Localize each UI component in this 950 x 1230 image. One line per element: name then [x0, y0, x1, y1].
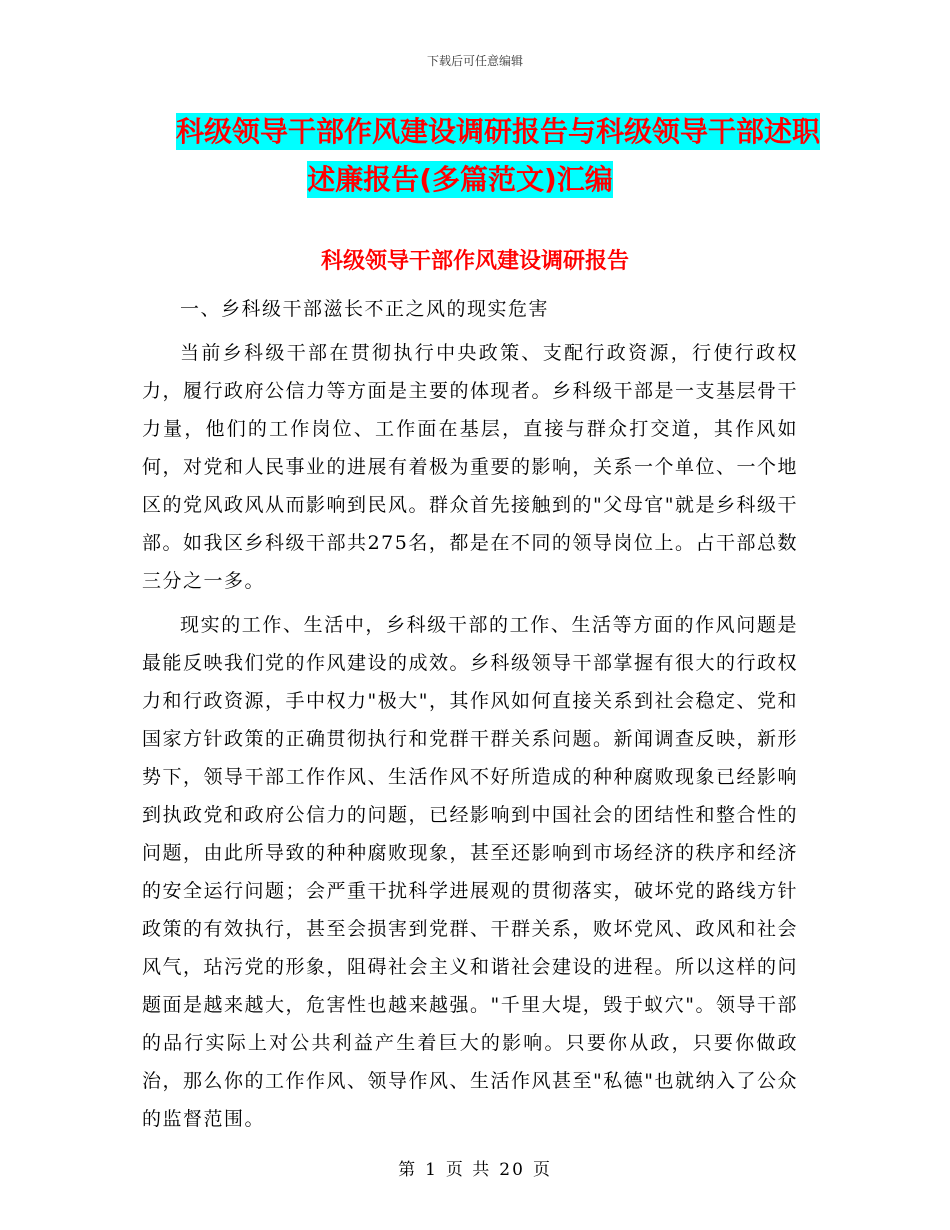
document-body — [142, 290, 798, 1144]
page-total: 20 — [499, 1160, 525, 1180]
document-title — [0, 108, 950, 204]
title-highlight-2: 述廉报告(多篇范文)汇编 — [307, 163, 613, 196]
section-title: 科级领导干部作风建设调研报告 — [320, 249, 629, 274]
footer-middle: 页 共 — [445, 1160, 492, 1180]
paragraph: 当前乡科级干部在贯彻执行中央政策、支配行政资源，行使行政权力，履行政府公信力等方面是主要的体现者。乡科级干部是一支基层骨干力量，他们的工作岗位、工作面在基层，直接与群众打交道，其作风如何，对党和人民事业的进展有着极为重要的影响，关系一个单位、一个地区的党风政风从而影响到民风。群众首先接触到的"父母官"就是乡科级干部。如我区乡科级干部共275名，都是在不同的领导岗位上。占干部总数三分之一多。 — [142, 342, 799, 592]
document-title-line-2 — [0, 156, 950, 204]
footer-suffix: 页 — [532, 1160, 552, 1180]
footer-prefix: 第 — [398, 1160, 418, 1180]
page-footer — [0, 1155, 950, 1180]
page-number: 1 — [425, 1160, 438, 1180]
paragraph: 现实的工作、生活中，乡科级干部的工作、生活等方面的作风问题是最能反映我们党的作风建设的成效。乡科级领导干部掌握有很大的行政权力和行政资源，手中权力"极大"，其作风如何直接关系到社会稳定、党和国家方针政策的正确贯彻执行和党群干群关系问题。新闻调查反映，新形势下，领导干部工作作风、生活作风不好所造成的种种腐败现象已经影响到执政党和政府公信力的问题，已经影响到中国社会的团结性和整合性的问题，由此所导致的种种腐败现象，甚至还影响到市场经济的秩序和经济的安全运行问题；会严重干扰科学进展观的贯彻落实，破坏党的路线方针政策的有效执行，甚至会损害到党群、干群关系，败坏党风、政风和社会风气，玷污党的形象，阻碍社会主义和谐社会建设的进程。所以这样的问题面是越来越大，危害性也越来越强。"千里大堤，毁于蚁穴"。领导干部的品行实际上对公共利益产生着巨大的影响。只要你从政，只要你做政治，那么你的工作作风、领导作风、生活作风甚至"私德"也就纳入了公众的监督范围。 — [142, 614, 799, 1130]
title-highlight-1: 科级领导干部作风建设调研报告与科级领导干部述职 — [175, 115, 820, 148]
document-title-line-1 — [46, 108, 950, 156]
subheading: 一、乡科级干部滋长不正之风的现实危害 — [180, 298, 550, 320]
header-note: 下载后可任意编辑 — [426, 54, 523, 68]
